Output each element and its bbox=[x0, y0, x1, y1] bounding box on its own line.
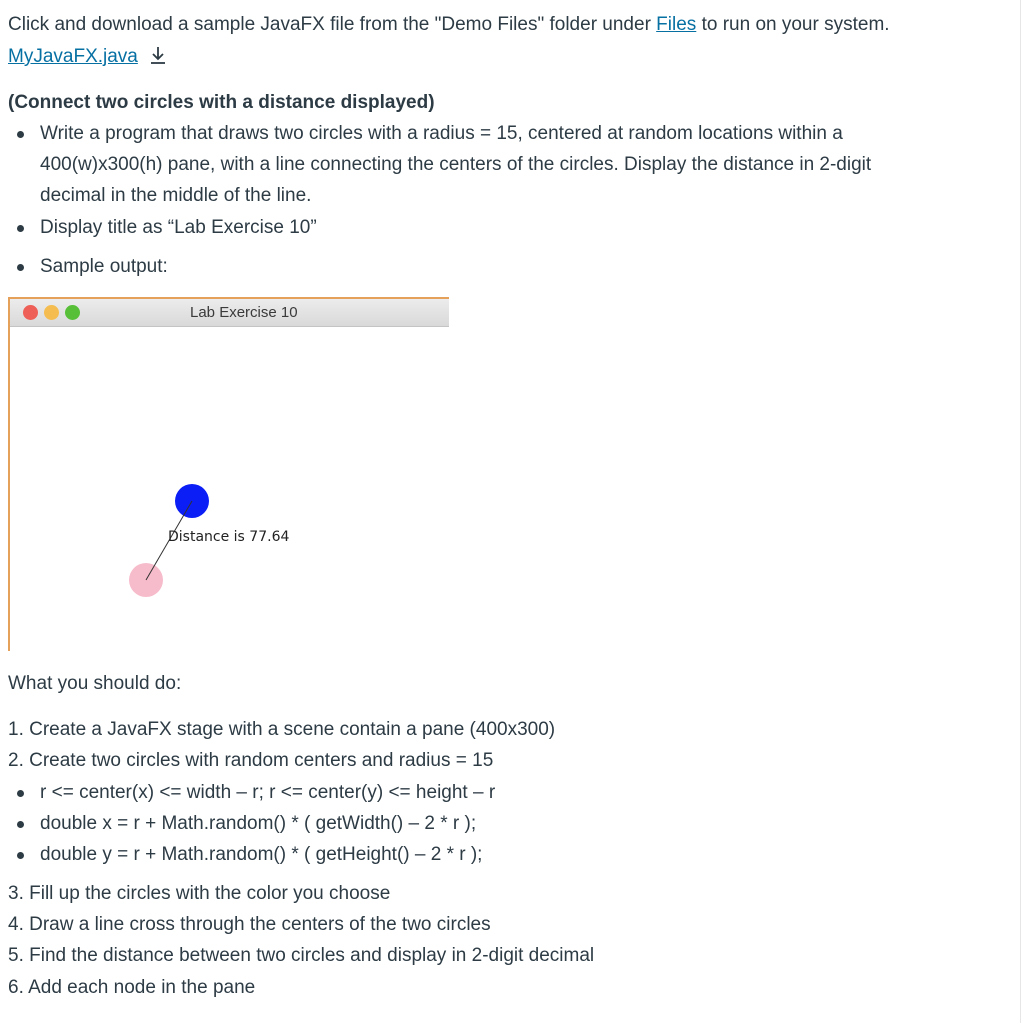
bullet-1-line-3: decimal in the middle of the line. bbox=[40, 185, 312, 206]
window-border-top bbox=[8, 297, 449, 299]
task-title: (Connect two circles with a distance displayed) bbox=[8, 92, 435, 113]
zoom-window-button[interactable] bbox=[65, 305, 80, 320]
sub-step-3: double y = r + Math.random() * ( getHeight() – 2 * r ); bbox=[40, 844, 483, 865]
bullet-dot bbox=[17, 821, 24, 828]
scene-canvas bbox=[10, 327, 449, 651]
step-4: 4. Draw a line cross through the centers of the two circles bbox=[8, 914, 491, 935]
distance-label: Distance is 77.64 bbox=[168, 529, 290, 545]
page-edge-divider bbox=[1020, 0, 1021, 1023]
myjavafx-file-link[interactable]: MyJavaFX.java bbox=[8, 46, 138, 67]
minimize-window-button[interactable] bbox=[44, 305, 59, 320]
bullet-dot bbox=[17, 131, 24, 138]
step-3: 3. Fill up the circles with the color you choose bbox=[8, 883, 391, 904]
files-link[interactable]: Files bbox=[656, 14, 697, 35]
step-5: 5. Find the distance between two circles and display in 2-digit decimal bbox=[8, 945, 595, 966]
bullet-1-line-1: Write a program that draws two circles with a radius = 15, centered at random locations within a bbox=[40, 123, 843, 144]
window-border-left bbox=[8, 297, 10, 651]
todo-heading: What you should do: bbox=[8, 673, 182, 694]
close-window-button[interactable] bbox=[23, 305, 38, 320]
step-2: 2. Create two circles with random centers and radius = 15 bbox=[8, 750, 494, 771]
bullet-dot bbox=[17, 790, 24, 797]
step-6: 6. Add each node in the pane bbox=[8, 977, 256, 998]
step-1: 1. Create a JavaFX stage with a scene contain a pane (400x300) bbox=[8, 719, 556, 740]
bullet-3: Sample output: bbox=[40, 256, 168, 277]
download-icon[interactable] bbox=[149, 45, 167, 65]
bullet-1-line-2: 400(w)x300(h) pane, with a line connecting the centers of the circles. Display the distance in 2-digit bbox=[40, 154, 872, 175]
bullet-dot bbox=[17, 264, 24, 271]
bullet-dot bbox=[17, 852, 24, 859]
intro-text bbox=[8, 13, 890, 37]
sample-output-window bbox=[8, 297, 449, 651]
file-download-row[interactable] bbox=[8, 45, 167, 69]
sub-step-2: double x = r + Math.random() * ( getWidth() – 2 * r ); bbox=[40, 813, 477, 834]
bullet-dot bbox=[17, 225, 24, 232]
intro-after: to run on your system. bbox=[696, 14, 890, 35]
sub-step-1: r <= center(x) <= width – r; r <= center(y) <= height – r bbox=[40, 782, 496, 803]
intro-before: Click and download a sample JavaFX file from the "Demo Files" folder under bbox=[8, 14, 657, 35]
window-title: Lab Exercise 10 bbox=[190, 304, 298, 321]
bullet-2: Display title as “Lab Exercise 10” bbox=[40, 217, 317, 238]
window-scene bbox=[10, 327, 449, 651]
window-titlebar bbox=[10, 299, 449, 327]
